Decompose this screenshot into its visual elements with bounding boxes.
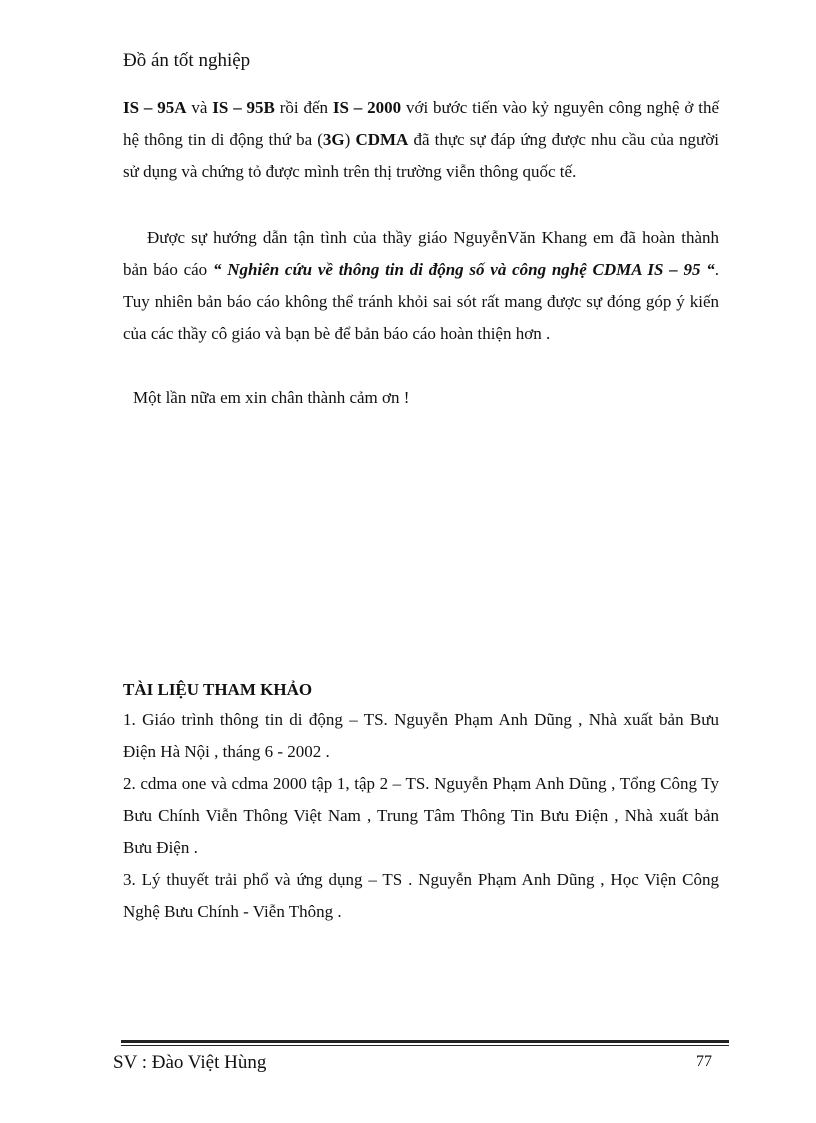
text-span: . Tuy nhiên bản báo cáo không thể tránh khỏi sai sót rất mang được sự đóng góp ý kiến của các thầy cô giáo và bạn bè để bản báo cáo hoàn thiện hơn . (123, 260, 720, 343)
paragraph-cdma-evolution (123, 92, 719, 188)
term-3g: 3G (322, 130, 345, 149)
footer-rule-thick (121, 1040, 729, 1043)
reference-item: 1. Giáo trình thông tin di động – TS. Nguyễn Phạm Anh Dũng , Nhà xuất bản Bưu Điện Hà Nội , tháng 6 - 2002 . (123, 710, 719, 761)
reference-item: 3. Lý thuyết trải phổ và ứng dụng – TS . Nguyễn Phạm Anh Dũng , Học Viện Công Nghệ Bưu Chính - Viễn Thông . (123, 870, 719, 921)
text-span: và (186, 98, 213, 117)
report-title: “ Nghiên cứu về thông tin di động số và công nghệ CDMA IS – 95 “ (212, 260, 715, 279)
page-header-title: Đồ án tốt nghiệp (123, 50, 251, 71)
footer-page-number: 77 (696, 1053, 712, 1070)
term-cdma: CDMA (355, 130, 409, 149)
references-heading: TÀI LIỆU THAM KHẢO (123, 680, 313, 699)
text-span: với bước tiến vào kỷ nguyên công nghệ ở thế hệ thông tin di động thứ ba ( (123, 98, 719, 149)
term-is95a: IS – 95A (123, 98, 187, 117)
text-span: rồi đến (274, 98, 333, 117)
text-span: đã thực sự đáp ứng được nhu cầu của người sử dụng và chứng tỏ được mình trên thị trường viễn thông quốc tế. (123, 130, 719, 181)
text-span: Được sự hướng dẫn tận tình của thầy giáo NguyễnVăn Khang em đã hoàn thành bản báo cáo (123, 228, 719, 279)
thanks-text: Một lần nữa em xin chân thành cảm ơn ! (133, 388, 410, 407)
term-is2000: IS – 2000 (332, 98, 402, 117)
paragraph-thanks (133, 382, 729, 414)
text-span: ) (344, 130, 356, 149)
term-is95b: IS – 95B (212, 98, 275, 117)
footer-student-name: SV : Đào Việt Hùng (113, 1052, 267, 1073)
footer-rule-thin (121, 1045, 729, 1046)
references-list (123, 704, 719, 928)
paragraph-acknowledgement (123, 222, 719, 350)
reference-item: 2. cdma one và cdma 2000 tập 1, tập 2 – TS. Nguyễn Phạm Anh Dũng , Tổng Công Ty Bưu Chính Viễn Thông Việt Nam , Trung Tâm Thông Tin Bưu Điện , Nhà xuất bản Bưu Điện . (123, 774, 719, 857)
